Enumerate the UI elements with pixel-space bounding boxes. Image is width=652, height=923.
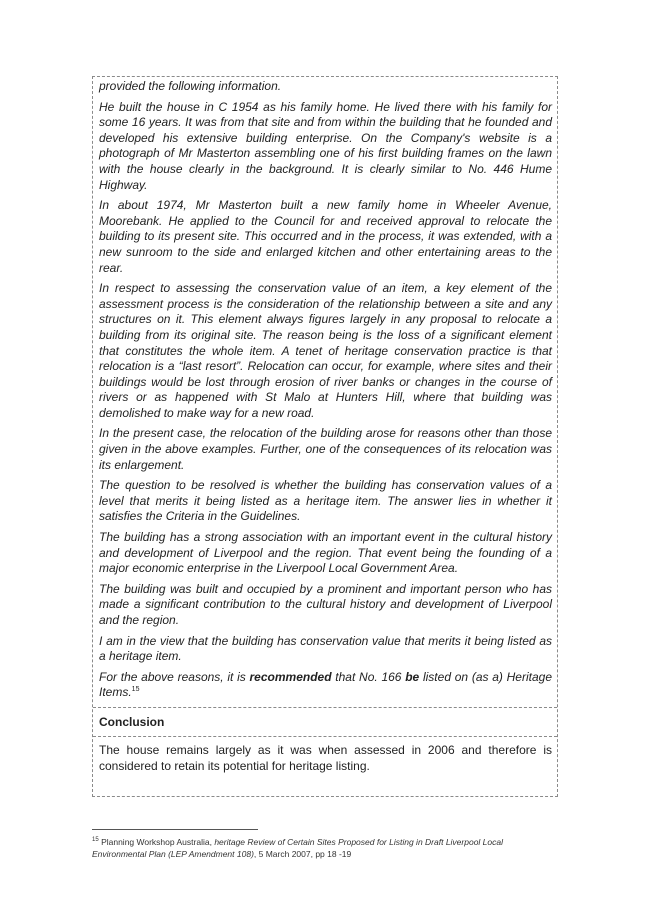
footnote-details: , 5 March 2007, pp 18 -19 — [253, 849, 352, 859]
recommendation-text: For the above reasons, it is — [99, 669, 250, 684]
footnote-number: 15 — [92, 837, 99, 843]
quote-paragraph: The building was built and occupied by a prominent and important person who has made a significant contribution to the cultural history and development of Liverpool and the region. — [99, 581, 552, 627]
quote-paragraph: The building has a strong association with an important event in the cultural history and development of Liverpool and the region. That event being the founding of a major economic enterprise in the Liverpool Local Government Area. — [99, 530, 552, 576]
quote-paragraph: In respect to assessing the conservation value of an item, a key element of the assessment process is the consideration of the relationship between a site and any structures on it. This element always figures largely in any proposal to relocate a building from its original site. The reason being is the loss of a significant element that constitutes the whole item. A tenet of heritage conservation practice is that relocation is a “last resort”. Relocation can occur, for example, where sites and their buildings would be lost through erosion of river banks or changes in the course of rivers or as happened with St Malo at Hunters Hill, where that building was demolished to make way for a new road. — [99, 281, 552, 420]
footnote-reference[interactable]: 15 — [131, 686, 140, 694]
footnote — [92, 836, 558, 860]
footnote-title: heritage Review of Certain Sites Proposed for Listing in Draft Liverpool Local Environmental Plan (LEP Amendment 108) — [92, 837, 503, 859]
footnote-divider — [92, 829, 258, 830]
quote-paragraph: provided the following information. — [99, 79, 282, 93]
document-table — [92, 76, 558, 797]
conclusion-text: The house remains largely as it was when assessed in 2006 and therefore is considered to retain its potential for heritage listing. — [99, 742, 552, 773]
recommendation-text: that No. 166 — [331, 669, 406, 684]
quote-paragraph: He built the house in C 1954 as his family home. He lived there with his family for some 16 years. It was from that site and from within the building that he founded and developed his extensive building enterprise. On the Company's website is a photograph of Mr Masterton assembling one of his first building frames on the lawn with the house clearly in the background. It is clearly similar to No. 446 Hume Highway. — [99, 99, 552, 192]
recommendation-bold-text: recommended — [249, 669, 332, 684]
recommendation-text: listed on (as a) Heritage Items. — [99, 669, 552, 700]
footnote-author: Planning Workshop Australia, — [101, 837, 215, 847]
recommendation-bold-text: be — [405, 669, 420, 684]
quote-paragraph: I am in the view that the building has conservation value that merits it being listed as a heritage item. — [99, 633, 552, 664]
recommendation-paragraph — [99, 670, 552, 701]
quote-paragraph: In about 1974, Mr Masterton built a new family home in Wheeler Avenue, Moorebank. He applied to the Council for and received approval to relocate the building to its present site. This occurred and in the process, it was extended, with a new sunroom to the side and enlarged kitchen and other entertaining areas to the rear. — [99, 198, 552, 275]
quote-paragraph: In the present case, the relocation of the building arose for reasons other than those given in the above examples. Further, one of the consequences of its relocation was its enlargement. — [99, 426, 552, 472]
quoted-assessment-cell — [93, 77, 557, 707]
conclusion-cell — [93, 736, 557, 796]
quote-paragraph: The question to be resolved is whether the building has conservation values of a level that merits it being listed as a heritage item. The answer lies in whether it satisfies the Criteria in the Guidelines. — [99, 478, 552, 524]
conclusion-heading: Conclusion — [93, 707, 557, 736]
